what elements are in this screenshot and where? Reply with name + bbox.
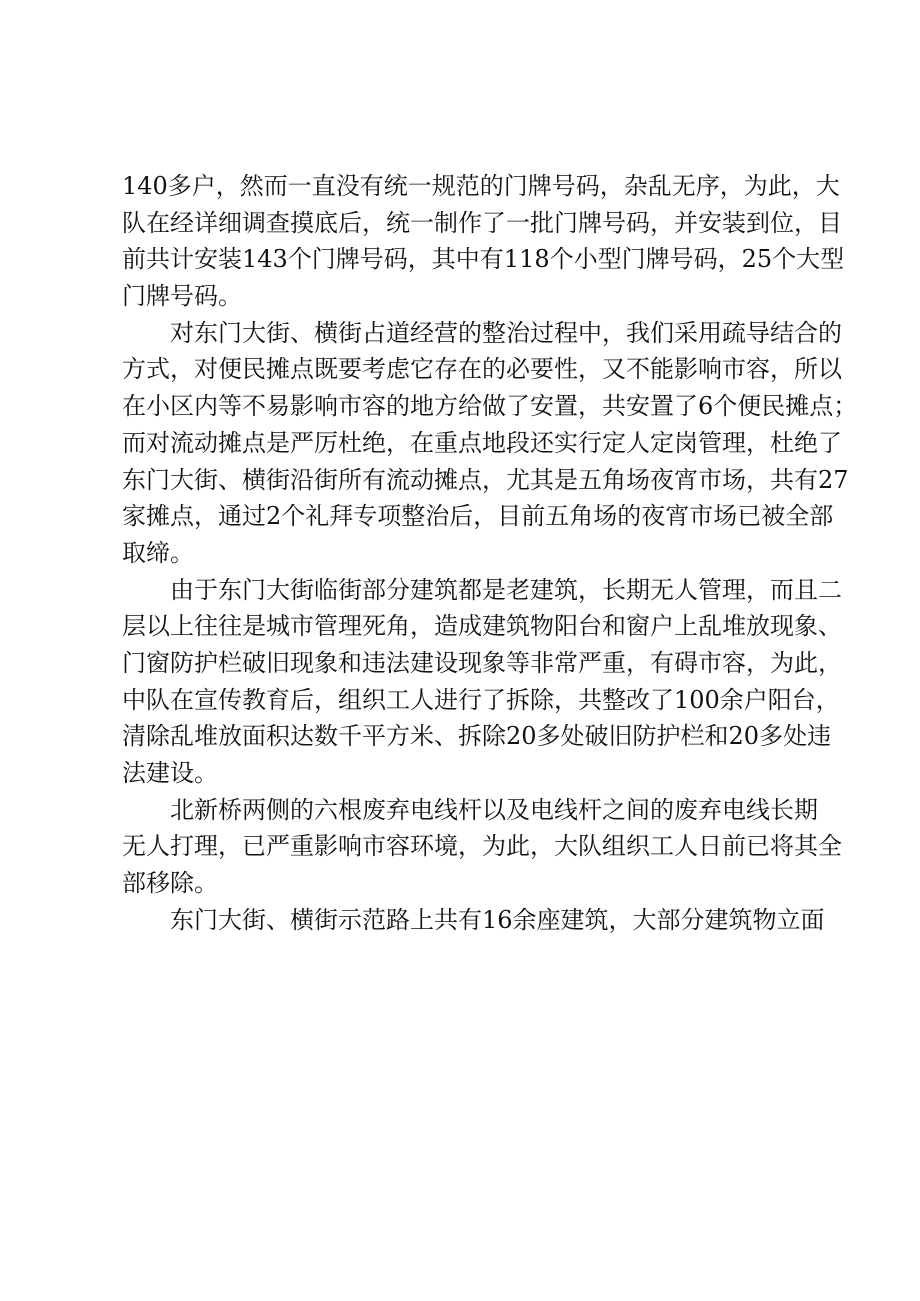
text-line: 门牌号码。 <box>122 282 242 311</box>
paragraph-start-line: 由于东门大街临街部分建筑都是老建筑，长期无人管理，而且二 <box>170 575 842 604</box>
text-line: 东门大街、横街沿街所有流动摊点，尤其是五角场夜宵市场，共有27 <box>122 465 849 494</box>
text-line: 法建设。 <box>122 759 218 787</box>
text-line: 在小区内等不易影响市容的地方给做了安置，共安置了6个便民摊点； <box>122 392 858 421</box>
paragraph-start-line: 对东门大街、横街占道经营的整治过程中，我们采用疏导结合的 <box>170 318 842 347</box>
text-line: 家摊点，通过2个礼拜专项整治后，目前五角场的夜宵市场已被全部 <box>122 502 834 531</box>
body-text <box>122 168 858 938</box>
text-line: 层以上往往是城市管理死角，造成建筑物阳台和窗户上乱堆放现象、 <box>122 612 842 641</box>
text-line: 140多户，然而一直没有统一规范的门牌号码，杂乱无序，为此，大 <box>122 172 840 200</box>
text-line: 而对流动摊点是严厉杜绝，在重点地段还实行定人定岗管理，杜绝了 <box>122 428 842 457</box>
text-line: 前共计安装143个门牌号码，其中有118个小型门牌号码，25个大型 <box>122 245 845 274</box>
paragraph-start-line: 北新桥两侧的六根废弃电线杆以及电线杆之间的废弃电线长期 <box>170 795 818 824</box>
text-line: 队在经详细调查摸底后，统一制作了一批门牌号码，并安装到位，目 <box>122 208 842 237</box>
paragraph-start-line: 东门大街、横街示范路上共有16余座建筑，大部分建筑物立面 <box>170 905 825 934</box>
text-line: 清除乱堆放面积达数千平方米、拆除20多处破旧防护栏和20多处违 <box>122 722 832 751</box>
text-line: 部移除。 <box>122 869 218 898</box>
text-line: 方式，对便民摊点既要考虑它存在的必要性，又不能影响市容，所以 <box>122 355 842 384</box>
text-line: 门窗防护栏破旧现象和违法建设现象等非常严重，有碍市容，为此， <box>122 648 842 677</box>
text-line: 中队在宣传教育后，组织工人进行了拆除，共整改了100余户阳台， <box>122 685 840 714</box>
text-line: 无人打理，已严重影响市容环境，为此，大队组织工人日前已将其全 <box>122 832 842 861</box>
text-line: 取缔。 <box>122 538 194 567</box>
